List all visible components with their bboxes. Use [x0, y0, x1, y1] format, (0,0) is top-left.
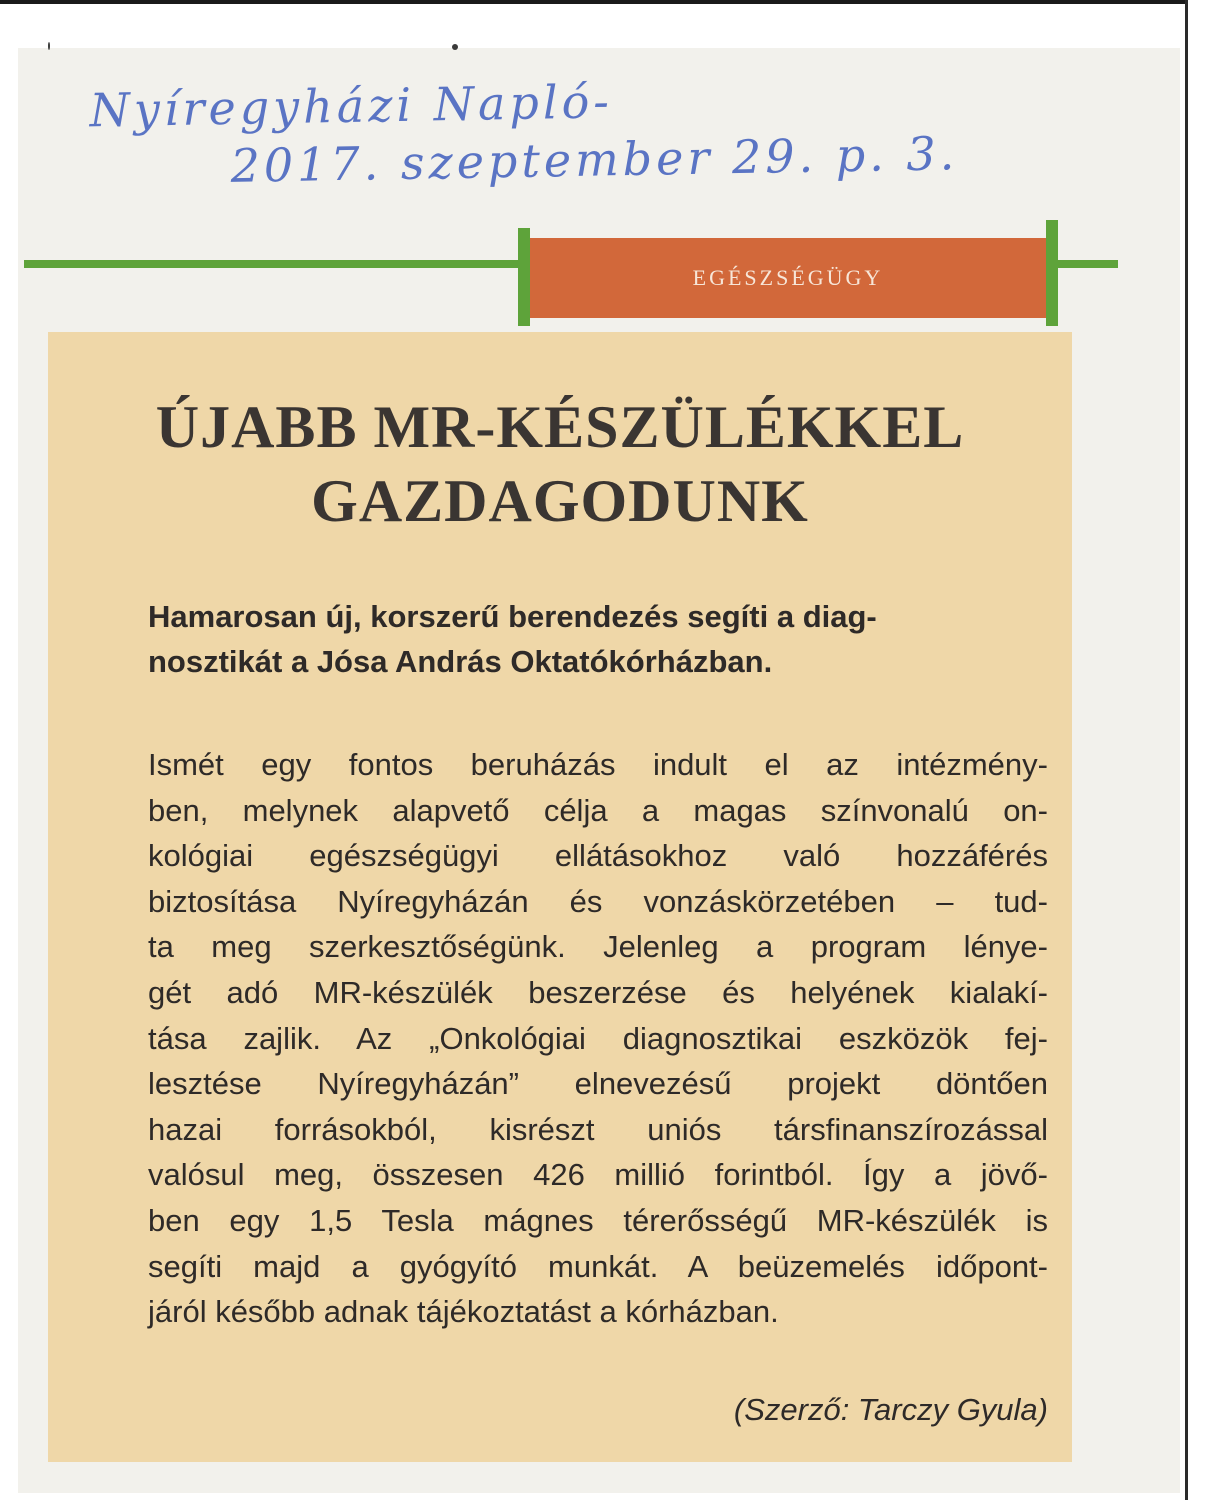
body-line: valósul meg, összesen 426 millió forintból. Így a jövő-	[148, 1157, 1048, 1193]
lead-line-2: nosztikát a Jósa András Oktatókórházban.	[148, 644, 773, 679]
body-line: lesztése Nyíregyházán” elnevezésű projekt döntően	[148, 1066, 1048, 1102]
body-line: ben egy 1,5 Tesla mágnes térerősségű MR-készülék is	[148, 1202, 1048, 1238]
body-line: hazai forrásokból, kisrészt uniós társfinanszírozással	[148, 1111, 1048, 1147]
lead-paragraph	[148, 594, 1048, 684]
body-line: kológiai egészségügyi ellátásokhoz való hozzáférés	[148, 838, 1048, 874]
scan-speck	[48, 42, 50, 50]
section-rule-right	[1058, 260, 1118, 268]
banner-bracket-left	[518, 228, 530, 326]
newspaper-clipping	[18, 48, 1180, 1493]
body-line: gét adó MR-készülék beszerzése és helyének kialakí-	[148, 974, 1048, 1010]
body-line: tása zajlik. Az „Onkológiai diagnosztikai eszközök fej-	[148, 1020, 1048, 1056]
article-box	[48, 332, 1072, 1462]
scan-edge-top	[0, 0, 1206, 4]
section-rule-left	[24, 260, 536, 268]
banner-bracket-right	[1046, 220, 1058, 326]
article-body	[148, 742, 1048, 1335]
body-line: ta meg szerkesztőségünk. Jelenleg a program lénye-	[148, 929, 1048, 965]
headline-line-1: ÚJABB MR-KÉSZÜLÉKKEL	[155, 394, 965, 460]
headline	[48, 390, 1072, 538]
lead-line-1: Hamarosan új, korszerű berendezés segíti a diag-	[148, 599, 877, 634]
scan-speck	[452, 44, 458, 50]
body-line: biztosítása Nyíregyházán és vonzáskörzetében – tud-	[148, 883, 1048, 919]
handwritten-line-1: Nyíregyházi Napló-	[89, 74, 614, 138]
scan-edge-right	[1185, 0, 1206, 1500]
body-line: Ismét egy fontos beruházás indult el az intézmény-	[148, 747, 1048, 782]
section-banner: EGÉSZSÉGÜGY	[530, 238, 1046, 318]
headline-line-2: GAZDAGODUNK	[311, 468, 809, 534]
body-line: járól később adnak tájékoztatást a kórházban.	[148, 1294, 779, 1330]
body-line: segíti majd a gyógyító munkát. A beüzemelés időpont-	[148, 1248, 1048, 1284]
body-line: ben, melynek alapvető célja a magas színvonalú on-	[148, 792, 1048, 828]
handwritten-line-2: 2017. szeptember 29. p. 3.	[230, 126, 959, 193]
author-credit: (Szerző: Tarczy Gyula)	[733, 1392, 1048, 1427]
handwritten-source-note	[89, 65, 1051, 198]
